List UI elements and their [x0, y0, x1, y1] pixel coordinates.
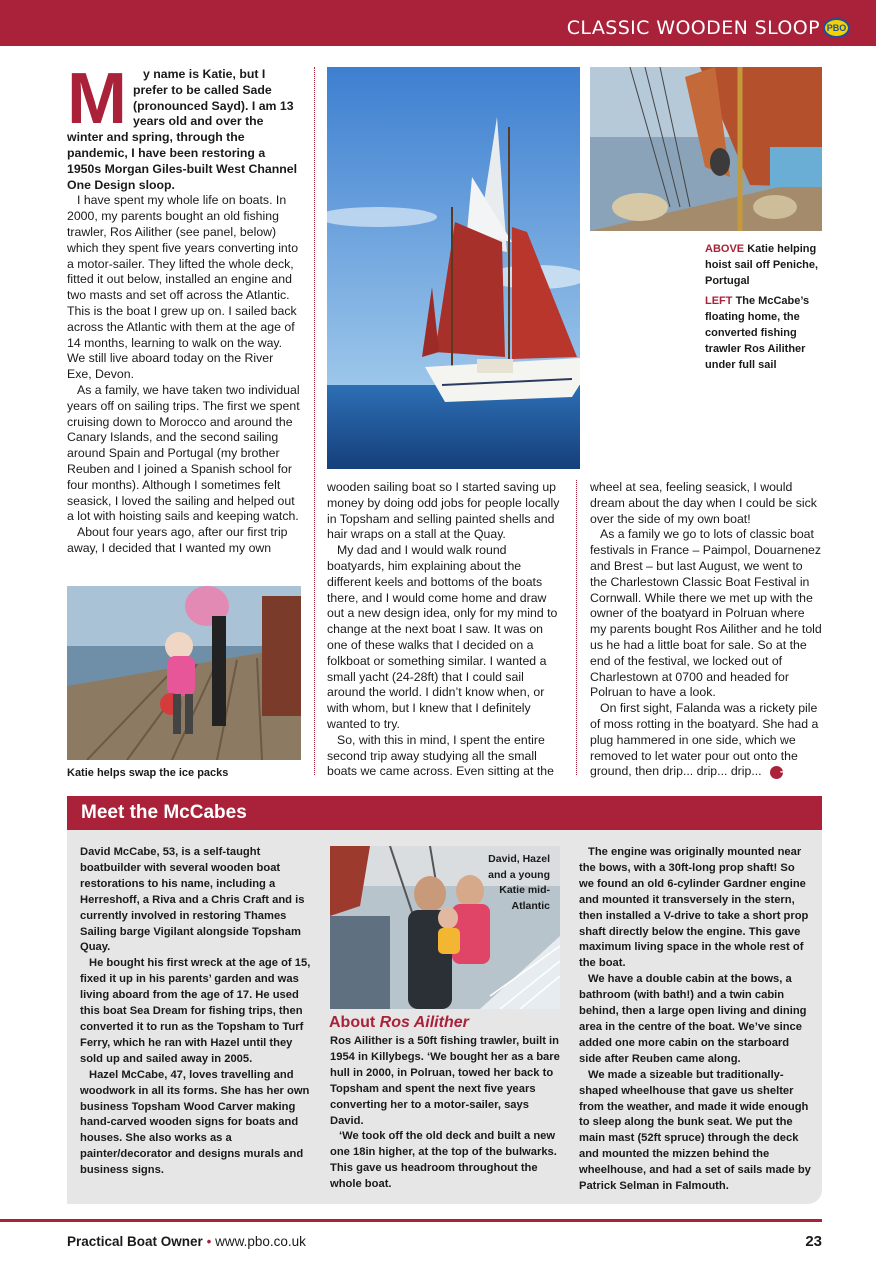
article-column-1 — [67, 59, 301, 557]
panel-column-3 — [579, 845, 812, 1195]
article-paragraph — [590, 701, 822, 780]
about-prefix: About — [329, 1014, 376, 1031]
panel-paragraph: The engine was originally mounted near the bows, with a 30ft-long prop shaft! So we found an old 6-cylinder Gardner engine and mounted it transversely in the stern, then installed a V-drive to take a short prop shaft directly below the engine. This gave maximum living space in the whole rest of the boat. — [579, 846, 809, 970]
article-paragraph: wheel at sea, feeling seasick, I would dream about the day when I could be sick over the side of my own boat! — [590, 480, 817, 526]
panel-header — [67, 796, 822, 830]
panel-paragraph: ‘We took off the old deck and built a new one 18in higher, at the top of the bulwarks. This gave us headroom throughout the whole boat. — [330, 1130, 557, 1191]
caption-family: David, Hazel and a young Katie mid-Atlantic — [488, 853, 550, 912]
footer-url[interactable]: www.pbo.co.uk — [215, 1234, 306, 1249]
column-rule — [576, 480, 577, 775]
caption-left — [705, 293, 823, 373]
footer-rule — [0, 1219, 822, 1222]
article-paragraph: wooden sailing boat so I started saving up money by doing odd jobs for people locally in Topsham and selling painted shells and hair wraps on a stall at the Quay. — [327, 480, 560, 542]
column-rule — [314, 67, 315, 775]
article-paragraph: So, with this in mind, I spent the entire second trip away studying all the small boats we came across. Even sitting at the — [327, 732, 554, 779]
caption-katie-deck: Katie helps swap the ice packs — [67, 767, 229, 779]
magazine-name: Practical Boat Owner — [67, 1234, 203, 1249]
article-column-3 — [590, 480, 822, 780]
caption-left-label: LEFT — [705, 295, 733, 307]
caption-above-label: ABOVE — [705, 243, 745, 255]
article-paragraph: As a family, we have taken two individual years off on sailing trips. The first we spent cruising down to Morocco and around the Canary Islands, and the second sailing around Spain and Portugal (my brother Reuben and I joined a Spanish school for four months). Although I sometimes felt seasick, I loved the sailing and helped out a lot with hoisting sails and keeping watch. — [67, 382, 300, 524]
panel-paragraph: David McCabe, 53, is a self-taught boatbuilder with several wooden boat restorations to his name, including a Herreshoff, a Riva and a Chris Craft and is currently involved in restoring Thames Sailing barge Vigilant alongside Topsham Quay. — [80, 846, 305, 954]
caption-left-text: The McCabe’s floating home, the converted fishing trawler Ros Ailither under full sail — [705, 295, 810, 371]
drop-cap: M — [67, 59, 127, 139]
panel-paragraph: We have a double cabin at the bows, a bathroom (with bath!) and a twin cabin behind, then a large open living and dining area in the centre of the boat. We’ve since added one more cabin on the starboard side after Reuben came along. — [579, 973, 807, 1065]
article-paragraph: I have spent my whole life on boats. In 2000, my parents bought an old fishing trawler, Ros Ailither (see panel, below) which they spent five years converting into a motor-sailer. They lifted the whole deck, fitted it out below, installed an engine and two masts and set off across the Atlantic. This is the boat I grew up on. I sailed back across the Atlantic with them at the age of 14 months, learning to walk on the way. We still live aboard today on the River Exe, Devon. — [67, 193, 299, 382]
panel-title: Meet the McCabes — [81, 802, 247, 823]
article-column-2 — [327, 480, 563, 780]
photo-katie-on-deck — [67, 586, 301, 760]
caption-above-text: Katie helping hoist sail off Peniche, Portugal — [705, 243, 819, 287]
pbo-logo: PBO — [823, 18, 850, 38]
page-number: 23 — [805, 1233, 822, 1250]
panel-paragraph: He bought his first wreck at the age of 15, fixed it up in his parents’ garden and was living aboard from the age of 17. He used this boat Sea Dream for fishing trips, then converted it to run as the Topsham to Turf Ferry, which he ran with Hazel until they sold up and sailed away in 2005. — [80, 957, 311, 1065]
article-intro: y name is Katie, but I prefer to be called Sade (pronounced Sayd). I am 13 years old and over the winter and spring, through the pandemic, I have been restoring a 1950s Morgan Giles-built West Channel One Design sloop. — [67, 67, 298, 192]
article-paragraph: My dad and I would walk round boatyards, him explaining about the different keels and bottoms of the boats there, and I would come home and draw out a new design idea, only for my mind to change at the next boat I saw. It was on one of these walks that I decided on a folkboat or something similar. I wanted a small yacht (24-28ft) that I could sail around the world. I didn’t know when, or with whom, but I knew that I definitely wanted to try. — [327, 543, 558, 731]
panel-paragraph: We made a sizeable but traditionally-shaped wheelhouse that gave us shelter from the weather, and made it wide enough to sleep along the bunk seat. We put the main mast (52ft spruce) through the deck and mounted the mizzen behind the wheelhouse, and had a set of sails made by Patrick Selman in Falmouth. — [579, 1068, 811, 1193]
panel-paragraph: Ros Ailither is a 50ft fishing trawler, built in 1954 in Killybegs. ‘We bought her as a bare hull in 2000, in Polruan, towed her back to Topsham and spent the next five years converting her to a motor-sailer, says David. — [330, 1035, 560, 1127]
article-paragraph: About four years ago, after our first trip away, I decided that I wanted my own — [67, 525, 288, 555]
footer-separator: • — [206, 1234, 212, 1249]
arrow-right-circle-icon: ➜ — [770, 766, 783, 779]
caption-above — [705, 241, 823, 289]
about-heading — [329, 1014, 469, 1032]
article-paragraph: As a family we go to lots of classic boat festivals in France – Paimpol, Douarnenez and Brest – but last August, we went to the Charlestown Classic Boat Festival in Cornwall. While there we met up with the owner of the boatyard in Polruan where my parents bought Ros Ailither and he told us he had a little boat for sale. So at the end of the festival, we locked out of Charlestown at 0700 and headed for Polruan to have a look. — [590, 527, 822, 700]
footer — [67, 1234, 306, 1249]
section-title: CLASSIC WOODEN SLOOP — [566, 17, 820, 39]
photo-trawler-under-sail — [327, 67, 580, 469]
photo-hoisting-sail — [590, 67, 822, 231]
about-boat-name: Ros Ailither — [379, 1014, 469, 1031]
panel-column-2 — [330, 1034, 560, 1193]
panel-paragraph: Hazel McCabe, 47, loves travelling and woodwork in all its forms. She has her own business Topsham Wood Carver making hand-carved wooden signs for boats and houses. She also works as a painter/decorator and designs murals and business signs. — [80, 1068, 310, 1177]
panel-column-1 — [80, 845, 314, 1179]
article-paragraph-text: On first sight, Falanda was a rickety pile of moss rotting in the boatyard. She had a plug hammered in one side, which we removed to let water pour out onto the ground, then drip... drip... drip... — [590, 701, 819, 779]
